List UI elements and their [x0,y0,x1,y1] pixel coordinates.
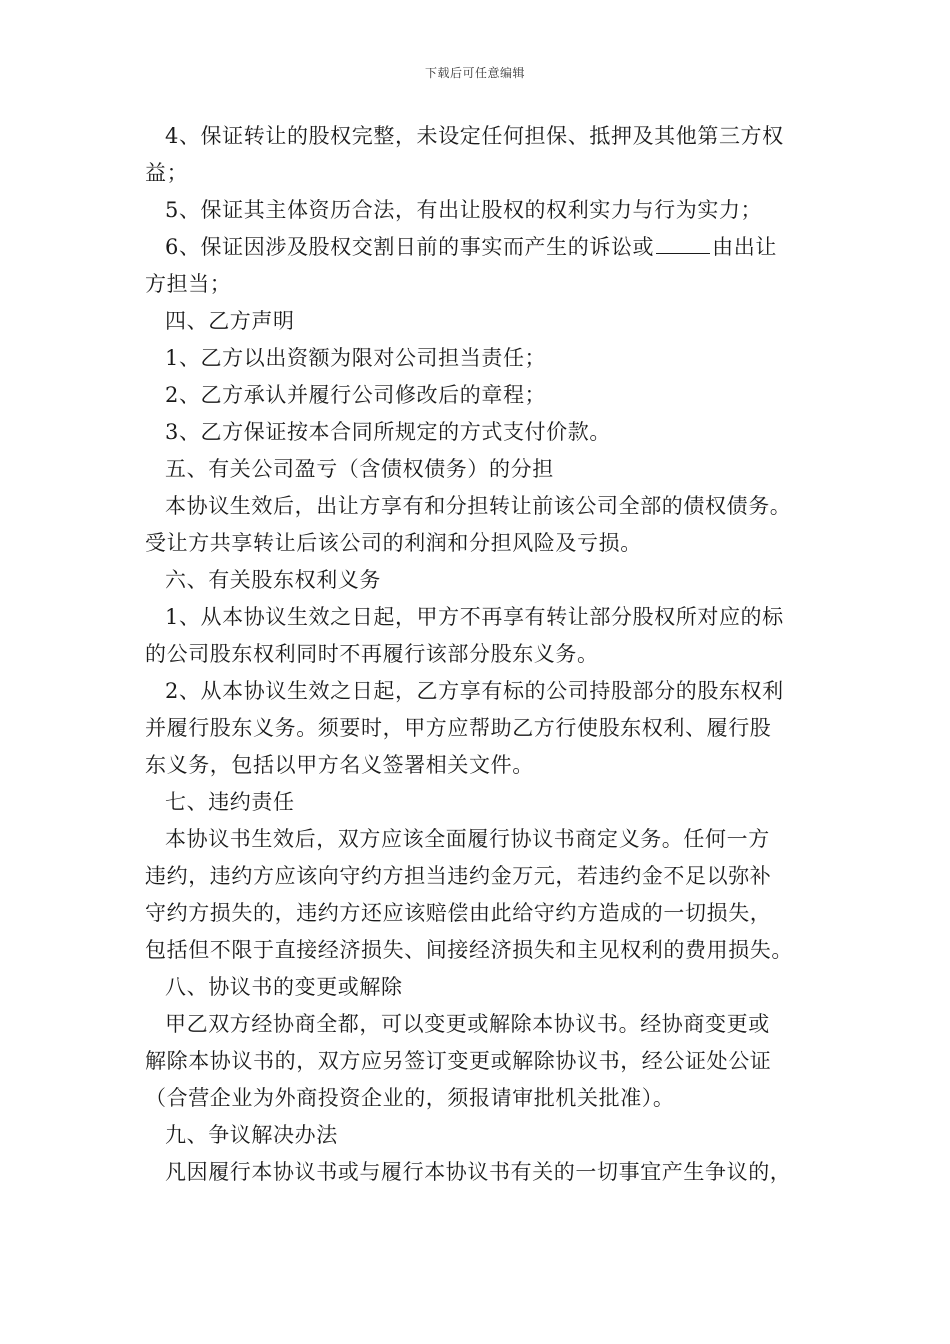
paragraph-line: 本协议书生效后，双方应该全面履行协议书商定义务。任何一方 [165,827,770,851]
paragraph-line: 的公司股东权利同时不再履行该部分股东义务。 [145,642,599,666]
paragraph-line: 包括但不限于直接经济损失、间接经济损失和主见权利的费用损失。 [145,938,793,962]
paragraph-text: 由出让 [712,235,777,259]
paragraph-line: 守约方损失的，违约方还应该赔偿由此给守约方造成的一切损失， [145,901,772,925]
section-heading: 九、争议解决办法 [165,1123,338,1147]
paragraph-line: 并履行股东义务。须要时，甲方应帮助乙方行使股东权利、履行股 [145,716,772,740]
document-body [145,118,815,1191]
paragraph-line: 益； [145,161,189,185]
paragraph-line: 违约，违约方应该向守约方担当违约金万元，若违约金不足以弥补 [145,864,772,888]
paragraph-line: 4、保证转让的股权完整，未设定任何担保、抵押及其他第三方权 [165,124,784,148]
paragraph-line: （合营企业为外商投资企业的，须报请审批机关批准）。 [145,1086,675,1110]
section-heading: 七、违约责任 [165,790,295,814]
section-heading: 六、有关股东权利义务 [165,568,381,592]
fill-in-blank [656,235,710,254]
paragraph-line: 1、从本协议生效之日起，甲方不再享有转让部分股权所对应的标 [165,605,784,629]
paragraph-line: 东义务，包括以甲方名义签署相关文件。 [145,753,534,777]
paragraph-line: 方担当； [145,272,232,296]
paragraph-line: 3、乙方保证按本合同所规定的方式支付价款。 [165,420,611,444]
paragraph-line: 1、乙方以出资额为限对公司担当责任； [165,346,547,370]
paragraph-line: 受让方共享转让后该公司的利润和分担风险及亏损。 [145,531,642,555]
paragraph-line: 甲乙双方经协商全都，可以变更或解除本协议书。经协商变更或 [165,1012,770,1036]
page-header: 下载后可任意编辑 [424,66,525,80]
paragraph-line: 解除本协议书的，双方应另签订变更或解除协议书，经公证处公证 [145,1049,772,1073]
paragraph-text: 6、保证因涉及股权交割日前的事实而产生的诉讼或 [165,235,655,259]
section-heading: 四、乙方声明 [165,309,295,333]
paragraph-line: 本协议生效后，出让方享有和分担转让前该公司全部的债权债务。 [165,494,792,518]
paragraph-line [145,229,815,266]
section-heading: 八、协议书的变更或解除 [165,975,403,999]
paragraph-line: 2、从本协议生效之日起，乙方享有标的公司持股部分的股东权利 [165,679,784,703]
paragraph-line: 2、乙方承认并履行公司修改后的章程； [165,383,547,407]
paragraph-line: 5、保证其主体资历合法，有出让股权的权利实力与行为实力； [165,198,763,222]
paragraph-line: 凡因履行本协议书或与履行本协议书有关的一切事宜产生争议的， [165,1160,792,1184]
section-heading: 五、有关公司盈亏（含债权债务）的分担 [165,457,554,481]
